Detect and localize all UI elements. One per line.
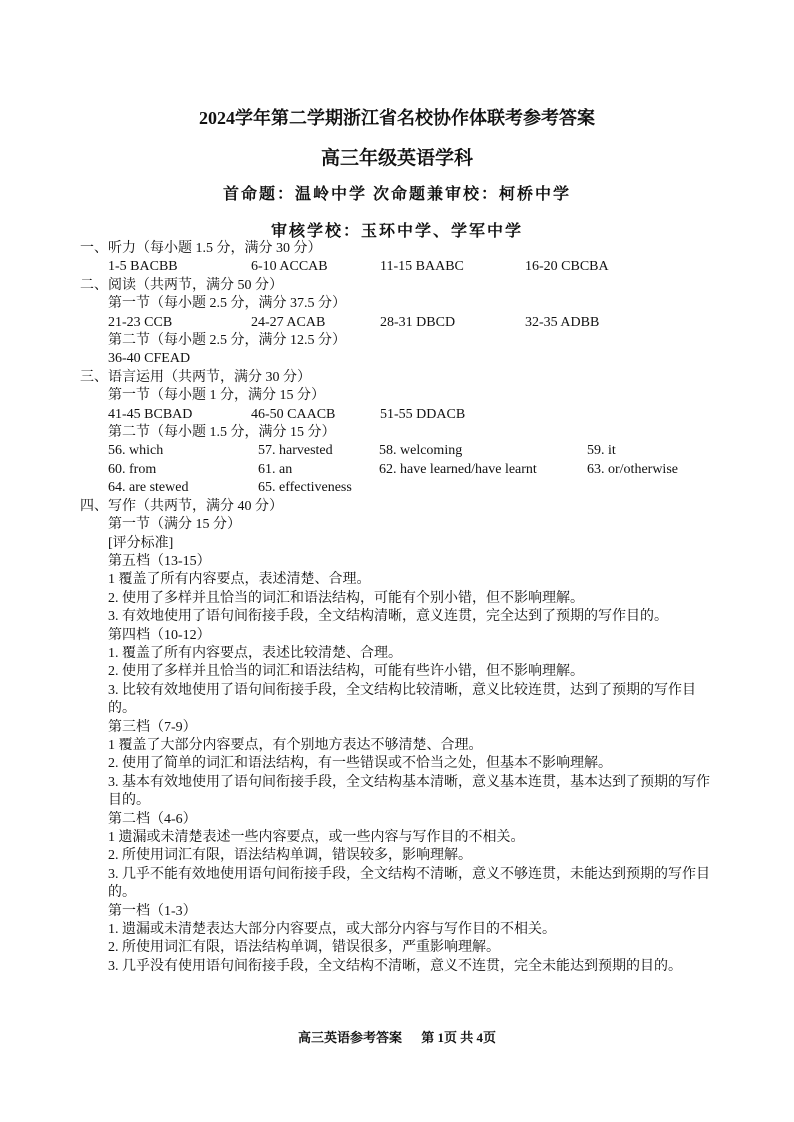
answer-group: 16-20 CBCBA bbox=[525, 259, 609, 275]
fill-in-answers-row bbox=[80, 442, 720, 460]
criterion-item: 2. 使用了简单的词汇和语法结构，有一些错误或不恰当之处，但基本不影响理解。 bbox=[108, 756, 612, 772]
criterion-item: 1 覆盖了大部分内容要点，有个别地方表达不够清楚、合理。 bbox=[108, 737, 483, 753]
fill-in-answer: 63. or/otherwise bbox=[587, 461, 678, 477]
reading-heading: 二、阅读（共两节，满分 50 分） bbox=[80, 277, 283, 293]
language-use-section2-heading: 第二节（每小题 1.5 分，满分 15 分） bbox=[108, 425, 336, 441]
answer-group: 11-15 BAABC bbox=[380, 259, 464, 275]
criterion-item: 3. 基本有效地使用了语句间衔接手段，全文结构基本清晰，意义基本连贯，基本达到了预期的写作目的。 bbox=[108, 774, 710, 809]
fill-in-answer: 61. an bbox=[258, 461, 293, 477]
language-use-section1-heading: 第一节（每小题 1 分，满分 15 分） bbox=[108, 388, 325, 404]
fill-in-answer: 65. effectiveness bbox=[258, 480, 352, 496]
fill-in-answer: 62. have learned/have learnt bbox=[379, 461, 537, 477]
level-heading: 第五档（13-15） bbox=[108, 553, 211, 569]
answer-group: 1-5 BACBB bbox=[108, 259, 178, 275]
level-heading: 第二档（4-6） bbox=[108, 811, 197, 827]
answer-group: 32-35 ADBB bbox=[525, 314, 600, 330]
answer-group: 21-23 CCB bbox=[108, 314, 173, 330]
listening-heading: 一、听力（每小题 1.5 分，满分 30 分） bbox=[80, 241, 322, 256]
subject-title: 高三年级英语学科 bbox=[320, 148, 473, 169]
answer-group: 24-27 ACAB bbox=[251, 314, 326, 330]
criterion-item: 2. 使用了多样并且恰当的词汇和语法结构，可能有些许小错，但不影响理解。 bbox=[108, 664, 584, 680]
page-footer bbox=[0, 1027, 794, 1046]
criterion-item: 3. 几乎没有使用语句间衔接手段，全文结构不清晰，意义不连贯，完全未能达到预期的目的。 bbox=[108, 958, 682, 974]
criterion-item: 2. 使用了多样并且恰当的词汇和语法结构，可能有个别小错，但不影响理解。 bbox=[108, 590, 584, 606]
fill-in-answer: 56. which bbox=[108, 443, 164, 459]
answer-group: 28-31 DBCD bbox=[380, 314, 456, 330]
fill-in-answer: 64. are stewed bbox=[108, 480, 189, 496]
criterion-item: 1. 遗漏或未清楚表达大部分内容要点，或大部分内容与写作目的不相关。 bbox=[108, 922, 556, 938]
question-setters: 首命题：温岭中学 次命题兼审校：柯桥中学 bbox=[222, 186, 571, 203]
criterion-item: 1. 覆盖了所有内容要点，表述比较清楚、合理。 bbox=[108, 645, 402, 661]
document-title: 2024学年第二学期浙江省名校协作体联考参考答案 bbox=[199, 108, 595, 128]
criterion-item: 3. 有效地使用了语句间衔接手段，全文结构清晰，意义连贯，完全达到了预期的写作目的。 bbox=[108, 609, 668, 625]
level-heading: 第一档（1-3） bbox=[108, 903, 197, 919]
fill-in-answer: 60. from bbox=[108, 461, 157, 477]
fill-in-answer: 58. welcoming bbox=[379, 443, 463, 459]
reading-section2-answer: 36-40 CFEAD bbox=[108, 351, 191, 367]
answer-group: 41-45 BCBAD bbox=[108, 406, 193, 422]
language-use-section1-answers bbox=[80, 406, 720, 424]
writing-heading: 四、写作（共两节，满分 40 分） bbox=[80, 498, 283, 514]
criterion-item: 2. 所使用词汇有限，语法结构单调，错误较多，影响理解。 bbox=[108, 848, 472, 864]
level-heading: 第四档（10-12） bbox=[108, 627, 211, 643]
answer-group: 51-55 DDACB bbox=[380, 406, 466, 422]
answer-group: 6-10 ACCAB bbox=[251, 259, 328, 275]
criterion-item: 3. 几乎不能有效地使用语句间衔接手段，全文结构不清晰，意义不够连贯，未能达到预期的写作目的。 bbox=[108, 866, 710, 901]
writing-section1-heading: 第一节（满分 15 分） bbox=[108, 517, 241, 533]
criteria-label: [评分标准] bbox=[108, 535, 174, 551]
fill-in-answers-row bbox=[80, 479, 720, 497]
reading-section1-answers bbox=[80, 314, 720, 332]
footer-doc-name: 高三英语参考答案 bbox=[297, 1030, 402, 1045]
criterion-item: 3. 比较有效地使用了语句间衔接手段，全文结构比较清晰，意义比较连贯，达到了预期的写作目的。 bbox=[108, 682, 696, 717]
answer-content bbox=[80, 240, 720, 976]
language-use-heading: 三、语言运用（共两节，满分 30 分） bbox=[80, 369, 311, 385]
fill-in-answer: 57. harvested bbox=[258, 443, 333, 459]
reading-section1-heading: 第一节（每小题 2.5 分，满分 37.5 分） bbox=[108, 296, 346, 312]
fill-in-answers-row bbox=[80, 461, 720, 479]
criterion-item: 2. 所使用词汇有限，语法结构单调，错误很多，严重影响理解。 bbox=[108, 940, 500, 956]
fill-in-answer: 59. it bbox=[587, 443, 616, 459]
level-heading: 第三档（7-9） bbox=[108, 719, 197, 735]
reading-section2-heading: 第二节（每小题 2.5 分，满分 12.5 分） bbox=[108, 333, 346, 349]
review-schools: 审核学校：玉环中学、学军中学 bbox=[270, 223, 523, 240]
page-number: 第 1页 共 4页 bbox=[421, 1030, 497, 1045]
criterion-item: 1 覆盖了所有内容要点，表述清楚、合理。 bbox=[108, 572, 371, 588]
listening-answers bbox=[80, 258, 720, 276]
criterion-item: 1 遗漏或未清楚表述一些内容要点，或一些内容与写作目的不相关。 bbox=[108, 830, 525, 845]
answer-group: 46-50 CAACB bbox=[251, 406, 336, 422]
